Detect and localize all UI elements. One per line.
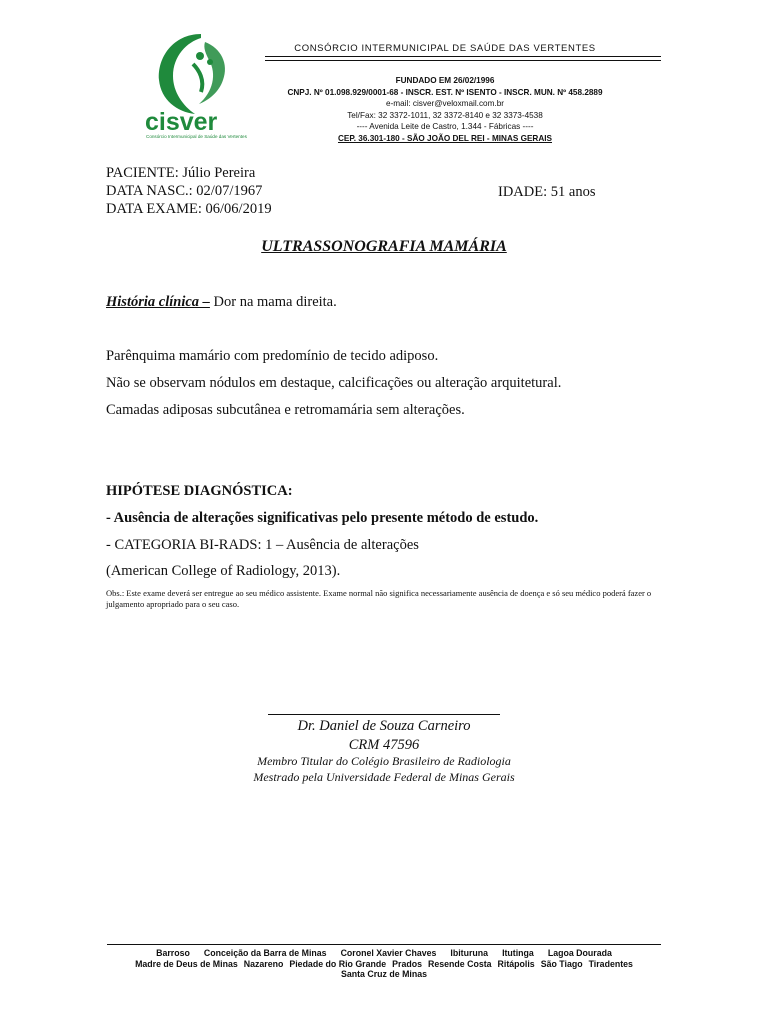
phone-line: Tel/Fax: 32 3372-1011, 32 3372-8140 e 32 3373-4538 (347, 110, 543, 120)
city: Ibituruna (450, 948, 489, 958)
org-name: CONSÓRCIO INTERMUNICIPAL DE SAÚDE DAS VERTENTES (294, 43, 596, 54)
city: Coronel Xavier Chaves (340, 948, 437, 958)
city: Resende Costa (427, 958, 492, 969)
city: Prados (392, 958, 422, 969)
city: Conceição da Barra de Minas (203, 948, 327, 958)
city: Madre de Deus de Minas (135, 958, 238, 969)
email-line: e-mail: cisver@veloxmail.com.br (386, 99, 504, 108)
diagnosis-line-3: (American College of Radiology, 2013). (106, 563, 341, 579)
city: Tiradentes (588, 958, 633, 969)
finding-2: Não se observam nódulos em destaque, calcificações ou alteração arquitetural. (106, 375, 562, 391)
diagnosis-line-1: - Ausência de alterações significativas pelo presente método de estudo. (106, 510, 539, 526)
city: Lagoa Dourada (547, 948, 612, 958)
footer-municipalities (105, 948, 663, 980)
city: Itutinga (502, 948, 534, 958)
city: Nazareno (243, 958, 284, 969)
patient-birth: DATA NASC.: 02/07/1967 (106, 183, 263, 199)
history-label: História clínica – (106, 294, 210, 310)
city: Barroso (156, 948, 190, 958)
city: São Tiago (540, 958, 583, 969)
patient-block (106, 164, 272, 218)
logo-subtext: Consórcio Intermunicipal de Saúde das Vertentes (146, 134, 247, 139)
city: Piedade do Rio Grande (289, 958, 387, 969)
header-rule-thin (265, 60, 661, 61)
footer-row-2 (105, 959, 663, 970)
obs-note: Obs.: Este exame deverá ser entregue ao seu médico assistente. Exame normal não significa necessariamente ausência de doença e só seu médico poderá fazer o julgamento apropriado para o seu caso. (106, 588, 652, 609)
finding-3: Camadas adiposas subcutânea e retromamária sem alterações. (106, 402, 465, 418)
footer-rule (107, 944, 661, 945)
exam-title: ULTRASSONOGRAFIA MAMÁRIA (261, 238, 507, 255)
cep-line: CEP. 36.301-180 - SÃO JOÃO DEL REI - MINAS GERAIS (337, 133, 552, 143)
header-info (275, 75, 615, 144)
header-rule (265, 56, 661, 57)
patient-age: IDADE: 51 anos (498, 184, 596, 200)
founded-date: FUNDADO EM 26/02/1996 (395, 76, 495, 85)
cnpj-line: CNPJ. Nº 01.098.929/0001-68 - INSCR. EST. Nº ISENTO - INSCR. MUN. Nº 458.2889 (287, 87, 603, 97)
patient-name: PACIENTE: Júlio Pereira (106, 165, 256, 181)
history-text: Dor na mama direita. (209, 294, 337, 310)
exam-date: DATA EXAME: 06/06/2019 (106, 201, 272, 217)
cisver-logo (143, 28, 255, 140)
doctor-title-2: Mestrado pela Universidade Federal de Minas Gerais (253, 770, 515, 784)
footer-row-1 (105, 948, 663, 959)
doctor-title-1: Membro Titular do Colégio Brasileiro de Radiologia (257, 754, 511, 768)
diagnosis-title: HIPÓTESE DIAGNÓSTICA: (106, 483, 293, 499)
logo-text: cisver (145, 108, 218, 136)
address-line: ---- Avenida Leite de Castro, 1.344 - Fábricas ---- (356, 122, 534, 131)
signature-line (268, 714, 500, 715)
footer-row-3: Santa Cruz de Minas (340, 969, 428, 979)
clinical-history (106, 294, 337, 311)
city: Ritápolis (497, 958, 535, 969)
doctor-crm: CRM 47596 (348, 737, 420, 753)
diagnosis-line-2: - CATEGORIA BI-RADS: 1 – Ausência de alterações (106, 537, 419, 553)
finding-1: Parênquima mamário com predomínio de tecido adiposo. (106, 348, 439, 364)
doctor-name: Dr. Daniel de Souza Carneiro (297, 718, 471, 734)
